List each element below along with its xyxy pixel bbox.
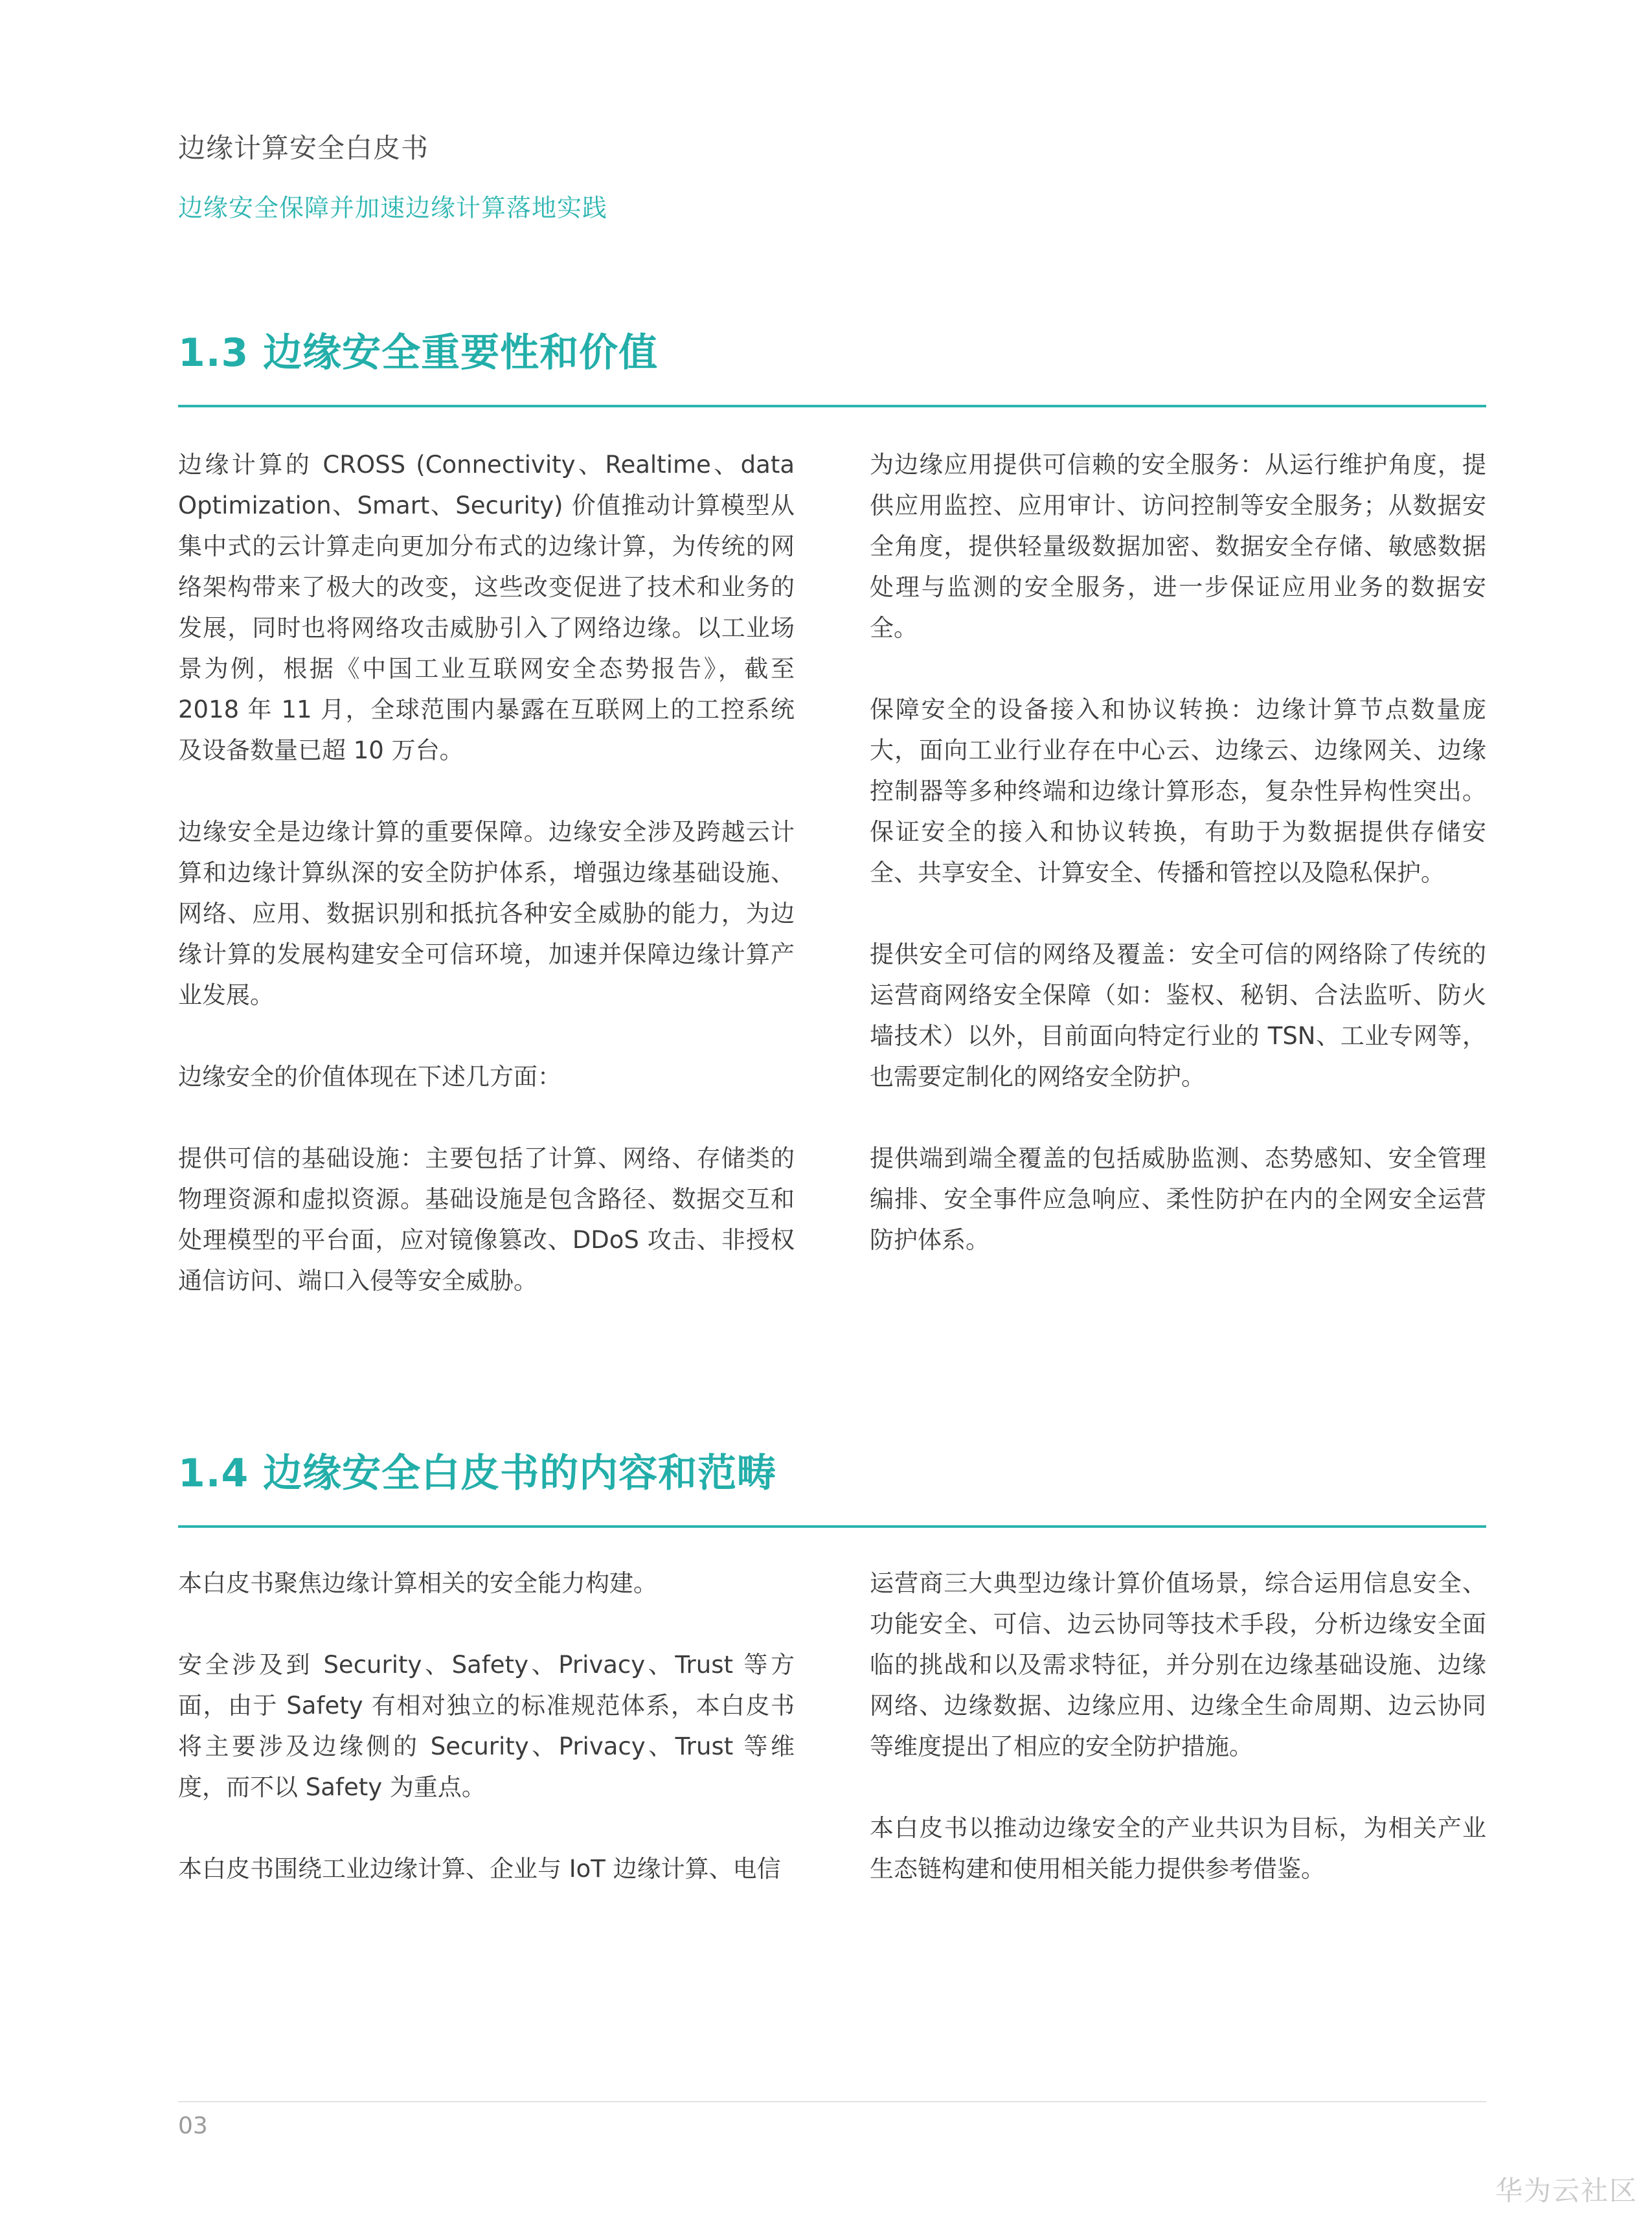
paragraph: 本白皮书聚焦边缘计算相关的安全能力构建。 <box>178 1569 657 1597</box>
paragraph: 本白皮书围绕工业边缘计算、企业与 IoT 边缘计算、电信 <box>178 1855 781 1883</box>
section-1-3-title: 1.3 边缘安全重要性和价值 <box>178 330 659 376</box>
paragraph: 边缘计算的 CROSS (Connectivity、Realtime、data Optimization、Smart、Security) 价值推动计算模型从集中式的云计算走向更加分布式的边缘计算，为传统的网络架构带来了极大的改变，这些改变促进了技术和业务的发展，同时也将网络攻击威胁引入了网络边缘。以工业场景为例，根据《中国工业互联网安全态势报告》，截至 2018 年 11 月，全球范围内暴露在互联网上的工控系统及设备数量已超 10 万台。 <box>178 451 795 764</box>
paragraph: 运营商三大典型边缘计算价值场景，综合运用信息安全、功能安全、可信、边云协同等技术手段，分析边缘安全面临的挑战和以及需求特征，并分别在边缘基础设施、边缘网络、边缘数据、边缘应用、边缘全生命周期、边云协同等维度提出了相应的安全防护措施。 <box>870 1569 1486 1760</box>
section-1-3-left-column <box>178 444 795 1301</box>
paragraph: 提供可信的基础设施：主要包括了计算、网络、存储类的物理资源和虚拟资源。基础设施是包含路径、数据交互和处理模型的平台面，应对镜像篡改、DDoS 攻击、非授权通信访问、端口入侵等安全威胁。 <box>178 1144 795 1295</box>
section-1-3-divider <box>178 405 1486 407</box>
section-1-4-title: 1.4 边缘安全白皮书的内容和范畴 <box>178 1451 777 1496</box>
document-title: 边缘计算安全白皮书 <box>178 132 429 164</box>
document-subtitle: 边缘安全保障并加速边缘计算落地实践 <box>178 194 608 222</box>
section-1-4 <box>178 1448 1486 1883</box>
section-1-3-right-column <box>870 444 1486 1260</box>
paragraph: 边缘安全的价值体现在下述几方面： <box>178 1063 561 1091</box>
paragraph: 提供安全可信的网络及覆盖：安全可信的网络除了传统的运营商网络安全保障（如：鉴权、秘钥、合法监听、防火墙技术）以外，目前面向特定行业的 TSN、工业专网等，也需要定制化的网络安全防护。 <box>870 940 1486 1091</box>
page-number: 03 <box>178 2113 208 2139</box>
paragraph: 为边缘应用提供可信赖的安全服务：从运行维护角度，提供应用监控、应用审计、访问控制等安全服务；从数据安全角度，提供轻量级数据加密、数据安全存储、敏感数据处理与监测的安全服务，进一步保证应用业务的数据安全。 <box>870 451 1486 642</box>
section-1-4-right-column <box>870 1563 1486 1889</box>
paragraph: 边缘安全是边缘计算的重要保障。边缘安全涉及跨越云计算和边缘计算纵深的安全防护体系，增强边缘基础设施、网络、应用、数据识别和抵抗各种安全威胁的能力，为边缘计算的发展构建安全可信环境，加速并保障边缘计算产业发展。 <box>178 818 795 1009</box>
paragraph: 安全涉及到 Security、Safety、Privacy、Trust 等方面，由于 Safety 有相对独立的标准规范体系，本白皮书将主要涉及边缘侧的 Security、Privacy、Trust 等维度，而不以 Safety 为重点。 <box>178 1651 795 1801</box>
paragraph: 本白皮书以推动边缘安全的产业共识为目标，为相关产业生态链构建和使用相关能力提供参考借鉴。 <box>870 1814 1486 1883</box>
paragraph: 提供端到端全覆盖的包括威胁监测、态势感知、安全管理编排、安全事件应急响应、柔性防护在内的全网安全运营防护体系。 <box>870 1144 1486 1254</box>
footer-divider <box>178 2101 1486 2102</box>
paragraph: 保障安全的设备接入和协议转换：边缘计算节点数量庞大，面向工业行业存在中心云、边缘云、边缘网关、边缘控制器等多种终端和边缘计算形态，复杂性异构性突出。保证安全的接入和协议转换，有助于为数据提供存储安全、共享安全、计算安全、传播和管控以及隐私保护。 <box>870 696 1486 887</box>
section-1-4-left-column <box>178 1563 795 1889</box>
section-1-3 <box>178 327 1486 1295</box>
watermark: 华为云社区 <box>1495 2175 1638 2207</box>
section-1-4-divider <box>178 1525 1486 1528</box>
